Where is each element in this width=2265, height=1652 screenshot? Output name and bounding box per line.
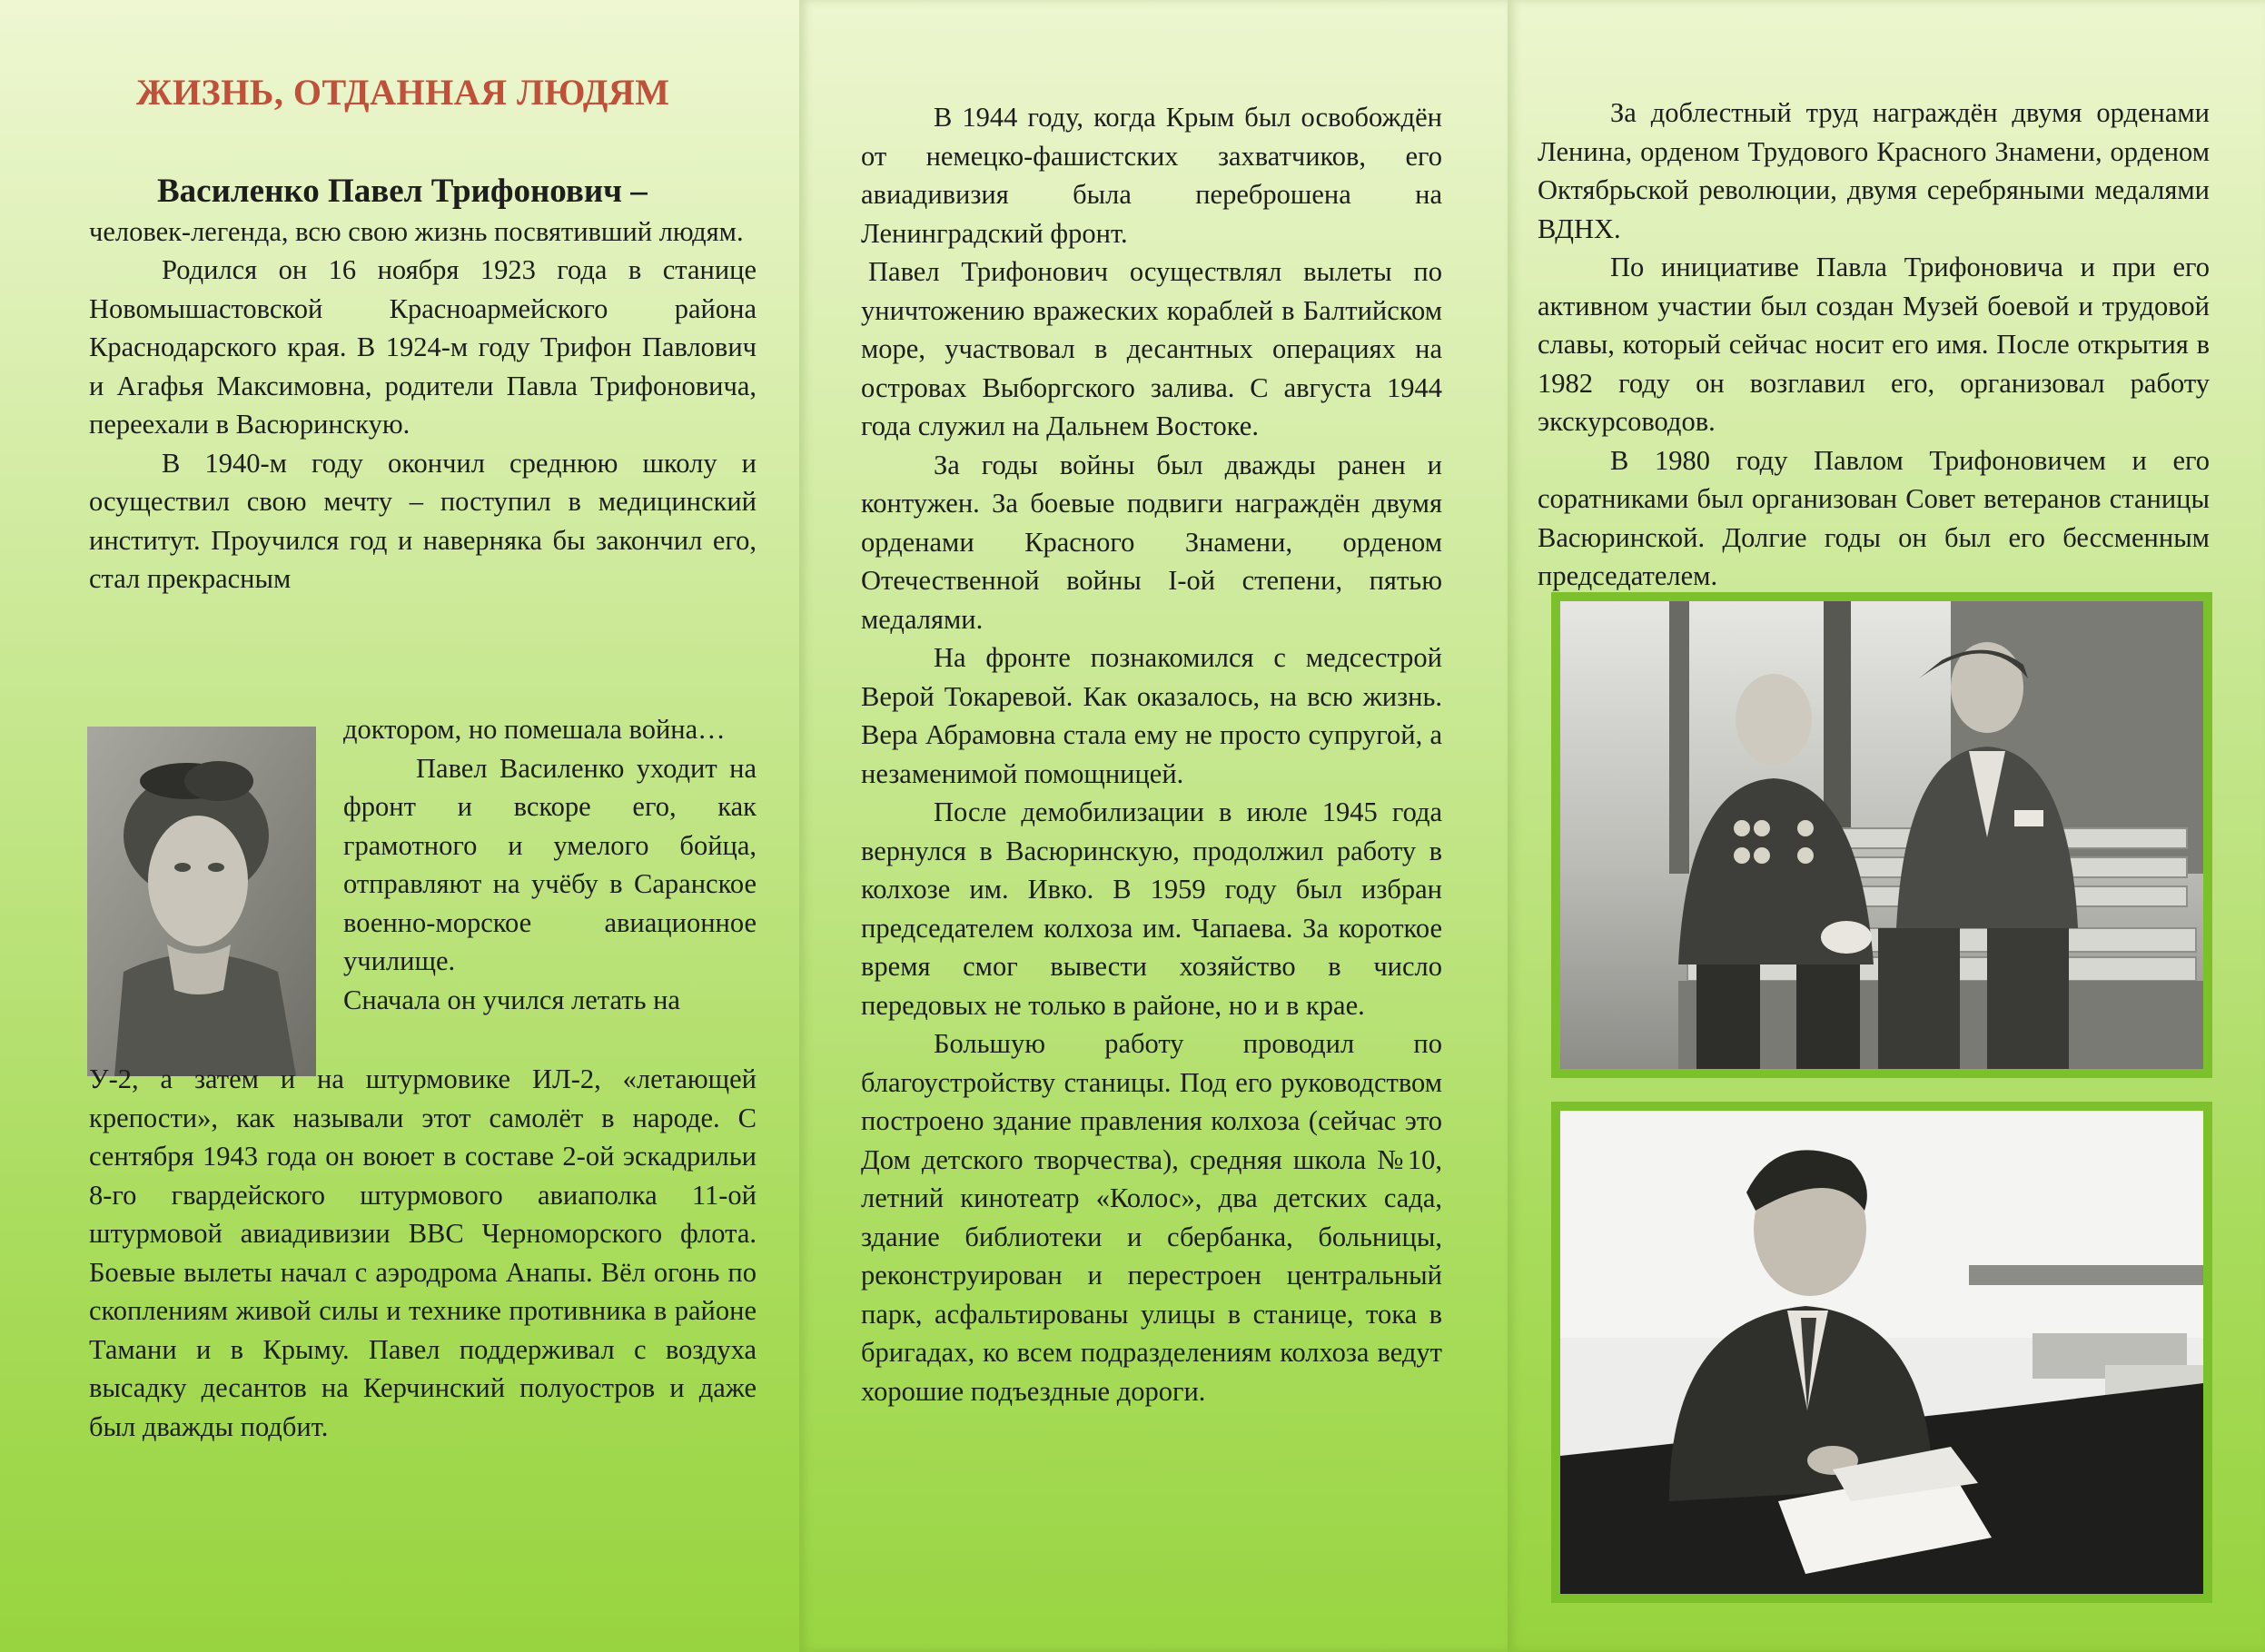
column-3 xyxy=(1538,94,2210,596)
front-paragraph: Павел Василенко уходит на фронт и вскоре его, как грамотного и умелого бойца, отправляют на учёбу в Саранское военно-морское авиационное училище. xyxy=(343,752,757,976)
postwar-paragraph: После демобилизации в июле 1945 года вернулся в Васюринскую, продолжил работу в колхозе им. Ивко. В 1959 году был избран председателем колхоза им. Чапаева. За короткое время смог вывести хозяйство в число передовых не только в районе, но и в крае. xyxy=(861,796,1442,1021)
labor-awards-paragraph: За доблестный труд награждён двумя орденами Ленина, орденом Трудового Красного Знамени, орденом Октябрьской революции, двумя серебряными медалями ВДНХ. xyxy=(1538,97,2210,244)
war-paragraph: доктором, но помешала война… xyxy=(343,714,726,745)
baltic-paragraph: Павел Трифонович осуществлял вылеты по уничтожению вражеских кораблей в Балтийском море, участвовал в десантных операциях на островах Выборгского залива. С августа 1944 года служил на Дальнем Востоке. xyxy=(861,256,1442,441)
page-title: ЖИЗНЬ, ОТДАННАЯ ЛЮДЯМ xyxy=(136,72,670,113)
birth-paragraph: Родился он 16 ноября 1923 года в станице Новомышастовской Красноармейского района Краснодарского края. В 1924-м году Трифон Павлович и Агафья Максимовна, родители Павла Трифоновича, переехали в Васюринскую. xyxy=(89,254,757,440)
portrait-photo xyxy=(87,727,316,1076)
leningrad-paragraph: В 1944 году, когда Крым был освобождён от немецко-фашистских захватчиков, его авиадивизия была переброшена на Ленинградский фронт. xyxy=(861,102,1442,249)
flight-paragraph-start: Сначала он учился летать на xyxy=(343,984,680,1015)
column-1-bottom xyxy=(89,1060,757,1446)
person-name: Василенко Павел Трифонович – xyxy=(157,173,648,210)
desk-photo xyxy=(1560,1111,2203,1594)
column-1-wrap xyxy=(343,710,757,1019)
school-paragraph: В 1940-м году окончил среднюю школу и осуществил свою мечту – поступил в медицинский институт. Проучился год и наверняка бы закончил его, стал прекрасным xyxy=(89,447,757,594)
museum-paragraph: По инициативе Павла Трифоновича и при его активном участии был создан Музей боевой и трудовой славы, который сейчас носит его имя. После открытия в 1982 году он возглавил его, организовал работу экскурсоводов. xyxy=(1538,252,2210,437)
column-2 xyxy=(861,98,1442,1410)
flight-paragraph: У-2, а затем и на штурмовике ИЛ-2, «летающей крепости», как называли этот самолёт в народе. С сентября 1943 года он воюет в составе 2-ой эскадрильи 8-го гвардейского штурмового авиаполка 11-ой штурмовой авиадивизии ВВС Черноморского флота. Боевые вылеты начал с аэродрома Анапы. Вёл огонь по скоплениям живой силы и технике противника в районе Тамани и в Крыму. Павел поддерживал с воздуха высадку десантов на Керчинский полуостров и даже был дважды подбит. xyxy=(89,1063,757,1442)
wife-paragraph: На фронте познакомился с медсестрой Верой Токаревой. Как оказалось, на всю жизнь. Вера Абрамовна стала ему не просто супругой, а незаменимой помощницей. xyxy=(861,642,1442,789)
bench-photo xyxy=(1560,601,2203,1069)
intro-paragraph: человек-легенда, всю свою жизнь посвятивший людям. xyxy=(89,215,744,247)
column-1-top xyxy=(89,173,757,598)
construction-paragraph: Большую работу проводил по благоустройству станицы. Под его руководством построено здание правления колхоза (сейчас это Дом детского творчества), средняя школа №10, летний кинотеатр «Колос», два детских сада, здание библиотеки и сбербанка, больницы, реконструирован и перестроен центральный парк, асфальтированы улицы в станице, тока в бригадах, ко всем подразделениям колхоза ведут хорошие подъездные дороги. xyxy=(861,1028,1442,1407)
veterans-paragraph: В 1980 году Павлом Трифоновичем и его соратниками был организован Совет ветеранов станицы Васюринской. Долгие годы он был его бессменным председателем. xyxy=(1538,444,2210,591)
awards-war-paragraph: За годы войны был дважды ранен и контужен. За боевые подвиги награждён двумя орденами Красного Знамени, орденом Отечественной войны I-ой степени, пятью медалями. xyxy=(861,449,1442,635)
